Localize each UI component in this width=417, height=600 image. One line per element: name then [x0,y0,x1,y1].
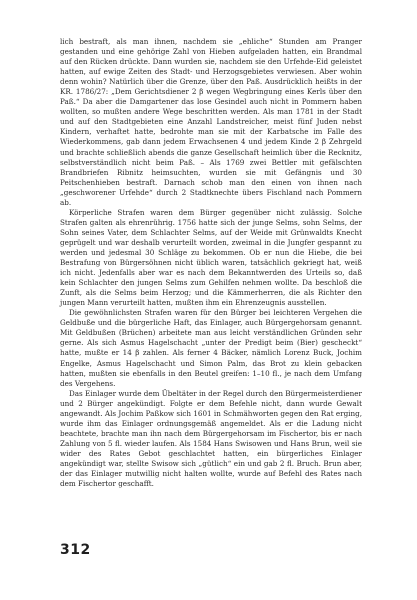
paragraph-1: lich bestraft, als man ihnen, nachdem sie „ehliche“ Stunden am Pranger gestanden und eine gehörige Zahl von Hieben aufgeladen hatten, ein Brandmal auf den Rücken drückte. Dann wurden sie, nachdem sie den Urfehde-Eid geleistet hatten, auf ewige Zeiten des Stadt- und Herzogsgebietes verwiesen. Aber wohin denn wohin? Natürlich über die Grenze, über den Paß. Ausdrücklich heißts in der KR. 1786/27: „Dem Gerichtsdiener 2 β wegen Wegbringung eines Kerls über den Paß.“ Da aber die Damgartener das lose Gesindel auch nicht in Pommern haben wollten, so mußten andere Wege beschritten werden. Als man 1781 in der Stadt und auf den Stadtgebieten eine Anzahl Landstreicher, meist fünf Juden nebst Kindern, verhaftet hatte, bedrohte man sie mit der Karbatsche im Falle des Wiederkommens, gab dann jedem Erwachsenen 4 und jedem Kinde 2 β Zehrgeld und brachte schließlich abends die ganze Gesellschaft heimlich über die Recknitz, selbstverständlich nicht beim Paß. – Als 1769 zwei Bettler mit gefälschten Brandbriefen Ribnitz heimsuchten, wurden sie mit Gefängnis und 30 Peitschenhieben bestraft. Darnach schob man den einen von ihnen nach „geschworener Urfehde“ durch 2 Stadtknechte übers Fischland nach Pommern ab. [60,37,362,207]
paragraph-2: Körperliche Strafen waren dem Bürger gegenüber nicht zulässig. Solche Strafen galten als ehrenrührig. 1756 hatte sich der junge Selms, sohn Selms, der Sohn seines Vater, dem Schlachter Selms, auf der Weide mit Grünwaldts Knecht geprügelt und war deshalb verurteilt worden, zweimal in die Jungfer gespannt zu werden und jedesmal 30 Schläge zu bekommen. Ob er nun die Hiebe, die bei Bestrafung von Bürgersöhnen nicht üblich waren, tatsächlich gekriegt hat, weiß ich nicht. Jedenfalls aber war es nach dem Bekanntwerden des Urteils so, daß kein Schlachter den jungen Selms zum Gehilfen nehmen wollte. Da beschloß die Zunft, als die Selms beim Herzog; und die Kämmerherren, die als Richter den jungen Mann verurteilt hatten, mußten ihm ein Ehrenzeugnis ausstellen. [60,207,362,308]
paragraph-3: Die gewöhnlichsten Strafen waren für den Bürger bei leichteren Vergehen die Geldbuße und die bürgerliche Haft, das Einlager, auch Bürgergehorsam genannt. Mit Geldbußen (Brüchen) arbeitete man aus leicht verständlichen Gründen sehr gerne. Als sich Asmus Hagelschacht „unter der Predigt beim (Bier) gescheckt“ hatte, mußte er 14 β zahlen. Als ferner 4 Bäcker, nämlich Lorenz Buck, Jochim Engelke, Asmus Hagelschacht und Simon Palm, das Brot zu klein gebacken hatten, mußten sie ebenfalls in den Beutel greifen: 1–10 fl., je nach dem Umfang des Vergehens. [60,308,362,388]
page-number: 312 [60,542,91,558]
body-text [60,37,362,489]
paragraph-4: Das Einlager wurde dem Übeltäter in der Regel durch den Bürgermeisterdiener und 2 Bürger angekündigt. Folgte er dem Befehle nicht, dann wurde Gewalt angewandt. Als Jochim Paßkow sich 1601 in Schmähworten gegen den Rat erging, wurde ihm das Einlager ordnungsgemäß angemeldet. Als er die Ladung nicht beachtete, brachte man ihn nach dem Bürgergehorsam im Fischertor, bis er nach Zahlung von 5 fl. wieder laufen. Als 1584 Hans Swisowen und Hans Brun, weil sie wider des Rates Gebot geschlachtet hatten, ein bürgerliches Einlager angekündigt war, stellte Swisow sich „gütlich“ ein und gab 2 fl. Bruch. Brun aber, der das Einlager mutwillig nicht halten wollte, wurde auf Befehl des Rates nach dem Fischertor geschafft. [60,388,362,489]
